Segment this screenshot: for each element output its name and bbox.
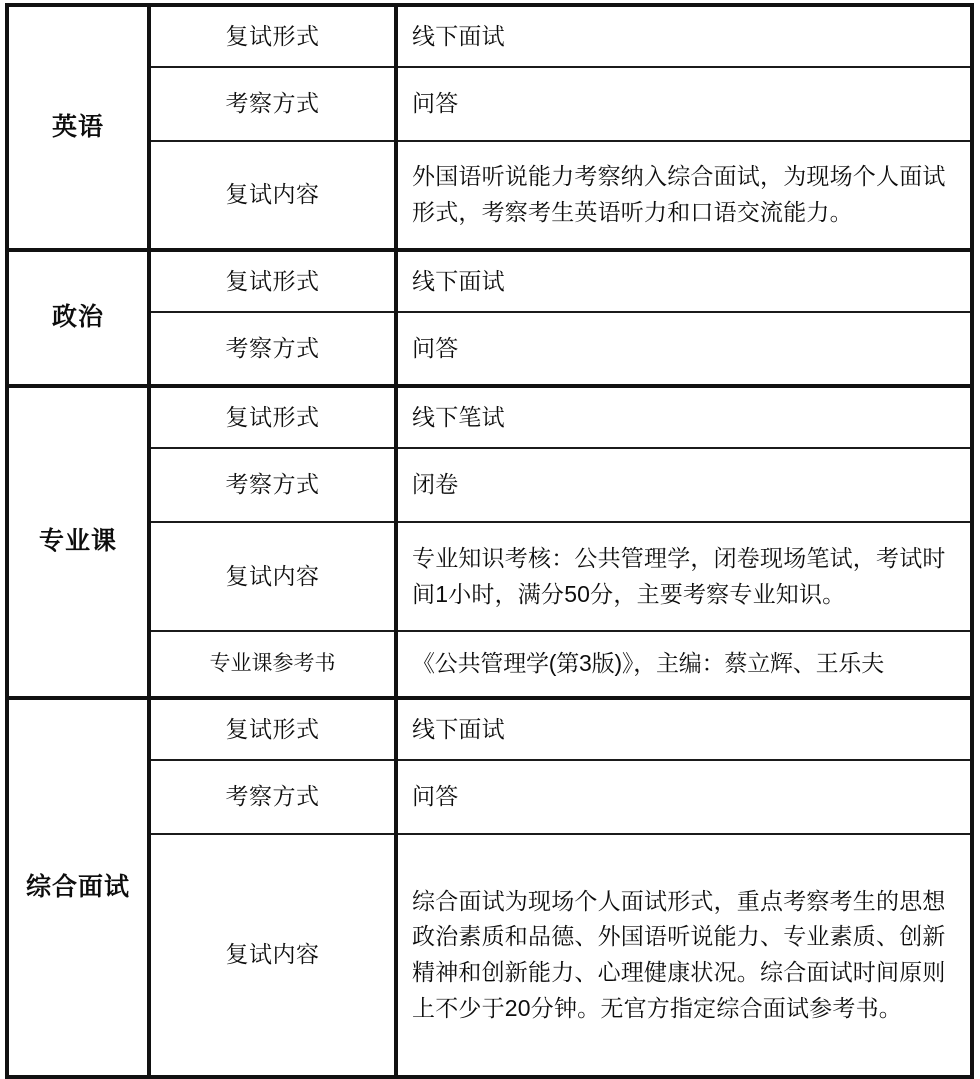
table-row <box>7 312 972 386</box>
attribute-cell: 专业课参考书 <box>149 631 396 698</box>
table-row <box>7 760 972 834</box>
table-row <box>7 386 972 448</box>
value-cell: 线下面试 <box>396 698 972 760</box>
exam-requirements-table <box>5 3 974 1079</box>
table-row <box>7 67 972 141</box>
table-row <box>7 834 972 1077</box>
attribute-cell: 考察方式 <box>149 760 396 834</box>
attribute-cell: 考察方式 <box>149 67 396 141</box>
attribute-cell: 考察方式 <box>149 448 396 522</box>
table-row <box>7 522 972 631</box>
value-cell: 问答 <box>396 312 972 386</box>
value-cell: 闭卷 <box>396 448 972 522</box>
value-cell: 专业知识考核：公共管理学，闭卷现场笔试，考试时间1小时，满分50分，主要考察专业知识。 <box>396 522 972 631</box>
attribute-cell: 复试内容 <box>149 141 396 250</box>
table-row <box>7 448 972 522</box>
table-body <box>7 5 972 1077</box>
subject-cell-comprehensive-interview: 综合面试 <box>7 698 149 1077</box>
attribute-cell: 复试形式 <box>149 698 396 760</box>
value-cell: 外国语听说能力考察纳入综合面试，为现场个人面试形式，考察考生英语听力和口语交流能力。 <box>396 141 972 250</box>
attribute-cell: 复试内容 <box>149 522 396 631</box>
subject-cell-major-course: 专业课 <box>7 386 149 698</box>
table-row <box>7 250 972 312</box>
value-cell: 综合面试为现场个人面试形式，重点考察考生的思想政治素质和品德、外国语听说能力、专业素质、创新精神和创新能力、心理健康状况。综合面试时间原则上不少于20分钟。无官方指定综合面试参考书。 <box>396 834 972 1077</box>
subject-cell-politics: 政治 <box>7 250 149 386</box>
attribute-cell: 复试形式 <box>149 386 396 448</box>
table-row <box>7 698 972 760</box>
attribute-cell: 考察方式 <box>149 312 396 386</box>
value-cell: 《公共管理学(第3版)》，主编：蔡立辉、王乐夫 <box>396 631 972 698</box>
subject-cell-english: 英语 <box>7 5 149 250</box>
value-cell: 线下面试 <box>396 5 972 67</box>
attribute-cell: 复试形式 <box>149 250 396 312</box>
attribute-cell: 复试内容 <box>149 834 396 1077</box>
value-cell: 问答 <box>396 67 972 141</box>
value-cell: 线下笔试 <box>396 386 972 448</box>
table-row <box>7 5 972 67</box>
attribute-cell: 复试形式 <box>149 5 396 67</box>
table-row <box>7 141 972 250</box>
table-row <box>7 631 972 698</box>
value-cell: 线下面试 <box>396 250 972 312</box>
value-cell: 问答 <box>396 760 972 834</box>
